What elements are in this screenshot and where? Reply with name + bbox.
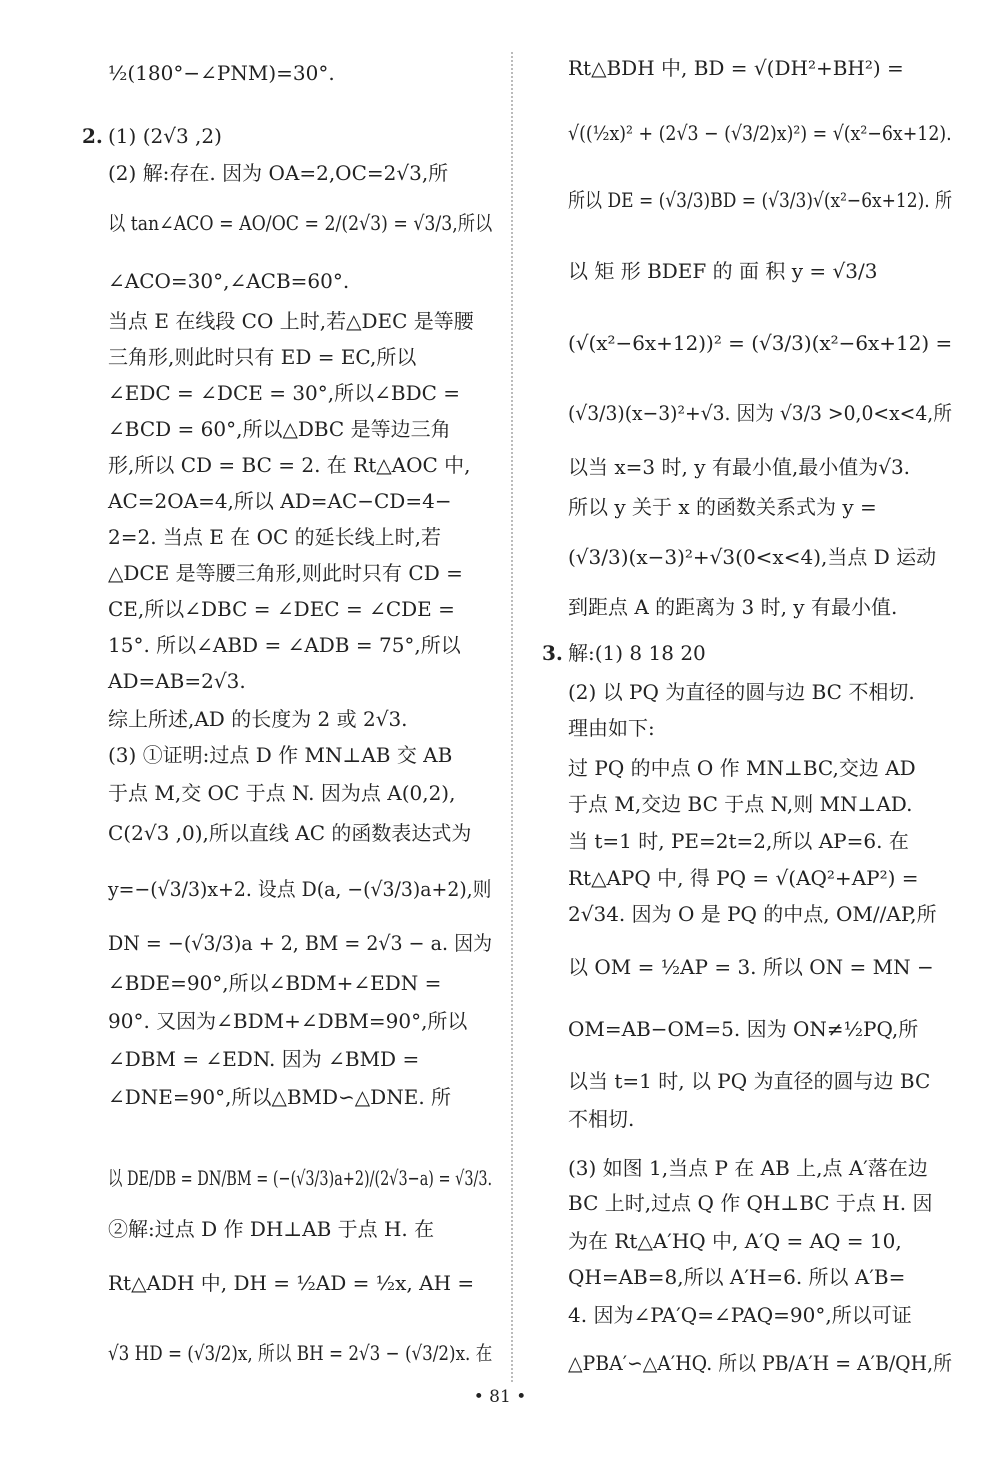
right-column xyxy=(542,0,953,1380)
left-line xyxy=(108,416,451,442)
right-line xyxy=(568,1190,932,1216)
line-text: 以当 t=1 时, 以 PQ 为直径的圆与边 BC xyxy=(568,1069,931,1093)
right-line xyxy=(568,1302,912,1328)
line-text: (2) 以 PQ 为直径的圆与边 BC 不相切. xyxy=(568,680,915,704)
line-text: QH=AB=8,所以 A′H=6. 所以 A′B= xyxy=(568,1265,906,1289)
line-text: 2=2. 当点 E 在 OC 的延长线上时,若 xyxy=(108,525,442,549)
right-line xyxy=(568,1106,634,1132)
line-text: 当点 E 在线段 CO 上时,若△DEC 是等腰 xyxy=(108,309,474,333)
right-line xyxy=(568,1264,905,1290)
left-line xyxy=(108,668,246,694)
line-text: 以当 x=3 时, y 有最小值,最小值为√3. xyxy=(568,455,911,479)
left-line xyxy=(108,1270,474,1296)
right-line xyxy=(568,715,655,741)
line-text: 以 tan∠ACO = AO/OC = 2/(2√3) = √3/3,所以 xyxy=(108,211,493,235)
line-text: 过 PQ 的中点 O 作 MN⊥BC,交边 AD xyxy=(568,756,916,780)
right-line xyxy=(568,679,915,705)
line-text: 以 矩 形 BDEF 的 面 积 y = √3/3 xyxy=(568,259,878,283)
left-line xyxy=(108,308,474,334)
line-text: 于点 M,交边 BC 于点 N,则 MN⊥AD. xyxy=(568,792,913,816)
line-text: ∠DNE=90°,所以△BMD∽△DNE. 所 xyxy=(108,1085,452,1109)
line-text: 90°. 又因为∠BDM+∠DBM=90°,所以 xyxy=(108,1009,468,1033)
line-text: 2√34. 因为 O 是 PQ 的中点, OM//AP,所 xyxy=(568,902,937,926)
line-text: 当 t=1 时, PE=2t=2,所以 AP=6. 在 xyxy=(568,829,909,853)
line-text: (2) 解:存在. 因为 OA=2,OC=2√3,所 xyxy=(108,161,449,185)
line-text: (√3/3)(x−3)²+√3(0<x<4),当点 D 运动 xyxy=(568,545,937,569)
left-line xyxy=(108,820,471,846)
right-line xyxy=(568,901,937,927)
right-line xyxy=(568,55,904,81)
right-line xyxy=(568,120,952,146)
line-text: 15°. 所以∠ABD = ∠ADB = 75°,所以 xyxy=(108,633,461,657)
left-line xyxy=(108,970,441,996)
right-line xyxy=(568,1155,928,1181)
left-line xyxy=(108,1046,419,1072)
line-text: △PBA′∽△A′HQ. 所以 PB/A′H = A′B/QH,所 xyxy=(568,1351,952,1375)
line-text: BC 上时,过点 Q 作 QH⊥BC 于点 H. 因 xyxy=(568,1191,933,1215)
right-line xyxy=(568,544,936,570)
line-text: 于点 M,交 OC 于点 N. 因为点 A(0,2), xyxy=(108,781,456,805)
line-text: 综上所述,AD 的长度为 2 或 2√3. xyxy=(108,707,408,731)
line-text: ∠BDE=90°,所以∠BDM+∠EDN = xyxy=(108,971,442,995)
line-text: 4. 因为∠PA′Q=∠PAQ=90°,所以可证 xyxy=(568,1303,912,1327)
line-text: ∠EDC = ∠DCE = 30°,所以∠BDC = xyxy=(108,381,461,405)
left-line xyxy=(108,60,335,86)
line-text: ½(180°−∠PNM)=30°. xyxy=(108,61,335,85)
left-line xyxy=(108,1084,451,1110)
left-line xyxy=(82,123,222,149)
line-text: AC=2OA=4,所以 AD=AC−CD=4− xyxy=(108,489,452,513)
left-line xyxy=(108,1216,434,1242)
line-text: (√3/3)(x−3)²+√3. 因为 √3/3 >0,0<x<4,所 xyxy=(568,401,952,425)
right-line xyxy=(568,1228,902,1254)
left-line xyxy=(108,632,461,658)
right-line xyxy=(568,258,877,284)
line-text: (3) 如图 1,当点 P 在 AB 上,点 A′落在边 xyxy=(568,1156,928,1180)
line-text: 理由如下: xyxy=(568,716,655,740)
right-line xyxy=(568,1068,930,1094)
right-line xyxy=(568,454,910,480)
question-number: 2. xyxy=(82,124,103,148)
line-text: AD=AB=2√3. xyxy=(108,669,246,693)
right-line xyxy=(568,755,916,781)
left-line xyxy=(108,452,471,478)
column-divider xyxy=(511,52,513,1382)
right-line xyxy=(568,954,934,980)
right-line xyxy=(568,1350,952,1376)
line-text: C(2√3 ,0),所以直线 AC 的函数表达式为 xyxy=(108,821,472,845)
line-text: 解:(1) 8 18 20 xyxy=(568,641,706,665)
line-text: DN = −(√3/3)a + 2, BM = 2√3 − a. 因为 xyxy=(108,931,493,955)
line-text: 以 DE/DB = DN/BM = (−(√3/3)a+2)/(2√3−a) = √3/3. xyxy=(108,1166,493,1190)
line-text: ∠BCD = 60°,所以△DBC 是等边三角 xyxy=(108,417,451,441)
left-column xyxy=(82,0,493,1380)
left-line xyxy=(108,488,452,514)
right-line xyxy=(568,1016,918,1042)
left-line xyxy=(108,210,492,236)
left-line xyxy=(108,596,455,622)
right-line xyxy=(568,828,909,854)
right-line xyxy=(568,594,897,620)
right-line xyxy=(568,330,952,356)
left-line xyxy=(108,524,441,550)
line-text: ∠DBM = ∠EDN. 因为 ∠BMD = xyxy=(108,1047,420,1071)
line-text: 以 OM = ½AP = 3. 所以 ON = MN − xyxy=(568,955,934,979)
line-text: OM=AB−OM=5. 因为 ON≠½PQ,所 xyxy=(568,1017,919,1041)
left-line xyxy=(108,1008,467,1034)
line-text: ②解:过点 D 作 DH⊥AB 于点 H. 在 xyxy=(108,1217,435,1241)
right-line xyxy=(568,791,912,817)
right-line xyxy=(568,400,952,426)
line-text: CE,所以∠DBC = ∠DEC = ∠CDE = xyxy=(108,597,455,621)
right-line xyxy=(568,865,919,891)
left-line xyxy=(108,930,492,956)
left-line xyxy=(108,344,416,370)
left-line xyxy=(108,268,349,294)
left-line xyxy=(108,742,452,768)
line-text: (3) ①证明:过点 D 作 MN⊥AB 交 AB xyxy=(108,743,453,767)
line-text: 为在 Rt△A′HQ 中, A′Q = AQ = 10, xyxy=(568,1229,902,1253)
page-number: • 81 • xyxy=(473,1387,527,1407)
line-text: △DCE 是等腰三角形,则此时只有 CD = xyxy=(108,561,463,585)
left-line xyxy=(108,380,460,406)
line-text: y=−(√3/3)x+2. 设点 D(a, −(√3/3)a+2),则 xyxy=(108,877,492,901)
left-line xyxy=(108,780,455,806)
line-text: 所以 y 关于 x 的函数关系式为 y = xyxy=(568,495,877,519)
left-line xyxy=(108,160,448,186)
left-line xyxy=(108,706,408,732)
left-line xyxy=(108,560,463,586)
left-line xyxy=(108,876,492,902)
right-line xyxy=(568,187,952,213)
line-text: Rt△BDH 中, BD = √(DH²+BH²) = xyxy=(568,56,904,80)
question-number: 3. xyxy=(542,641,563,665)
line-text: 不相切. xyxy=(568,1107,635,1131)
line-text: (1) (2√3 ,2) xyxy=(108,124,222,148)
right-line xyxy=(568,494,877,520)
left-line xyxy=(108,1165,492,1191)
line-text: √((½x)² + (2√3 − (√3/2)x)²) = √(x²−6x+12). xyxy=(568,121,952,145)
line-text: ∠ACO=30°,∠ACB=60°. xyxy=(108,269,350,293)
line-text: 形,所以 CD = BC = 2. 在 Rt△AOC 中, xyxy=(108,453,471,477)
line-text: 三角形,则此时只有 ED = EC,所以 xyxy=(108,345,417,369)
line-text: 到距点 A 的距离为 3 时, y 有最小值. xyxy=(568,595,898,619)
line-text: (√(x²−6x+12))² = (√3/3)(x²−6x+12) = xyxy=(568,331,953,355)
right-line xyxy=(542,640,706,666)
line-text: Rt△ADH 中, DH = ½AD = ½x, AH = xyxy=(108,1271,475,1295)
line-text: Rt△APQ 中, 得 PQ = √(AQ²+AP²) = xyxy=(568,866,919,890)
line-text: √3 HD = (√3/2)x, 所以 BH = 2√3 − (√3/2)x. 在 xyxy=(108,1341,493,1365)
left-line xyxy=(108,1340,492,1366)
line-text: 所以 DE = (√3/3)BD = (√3/3)√(x²−6x+12). 所 xyxy=(568,188,953,212)
